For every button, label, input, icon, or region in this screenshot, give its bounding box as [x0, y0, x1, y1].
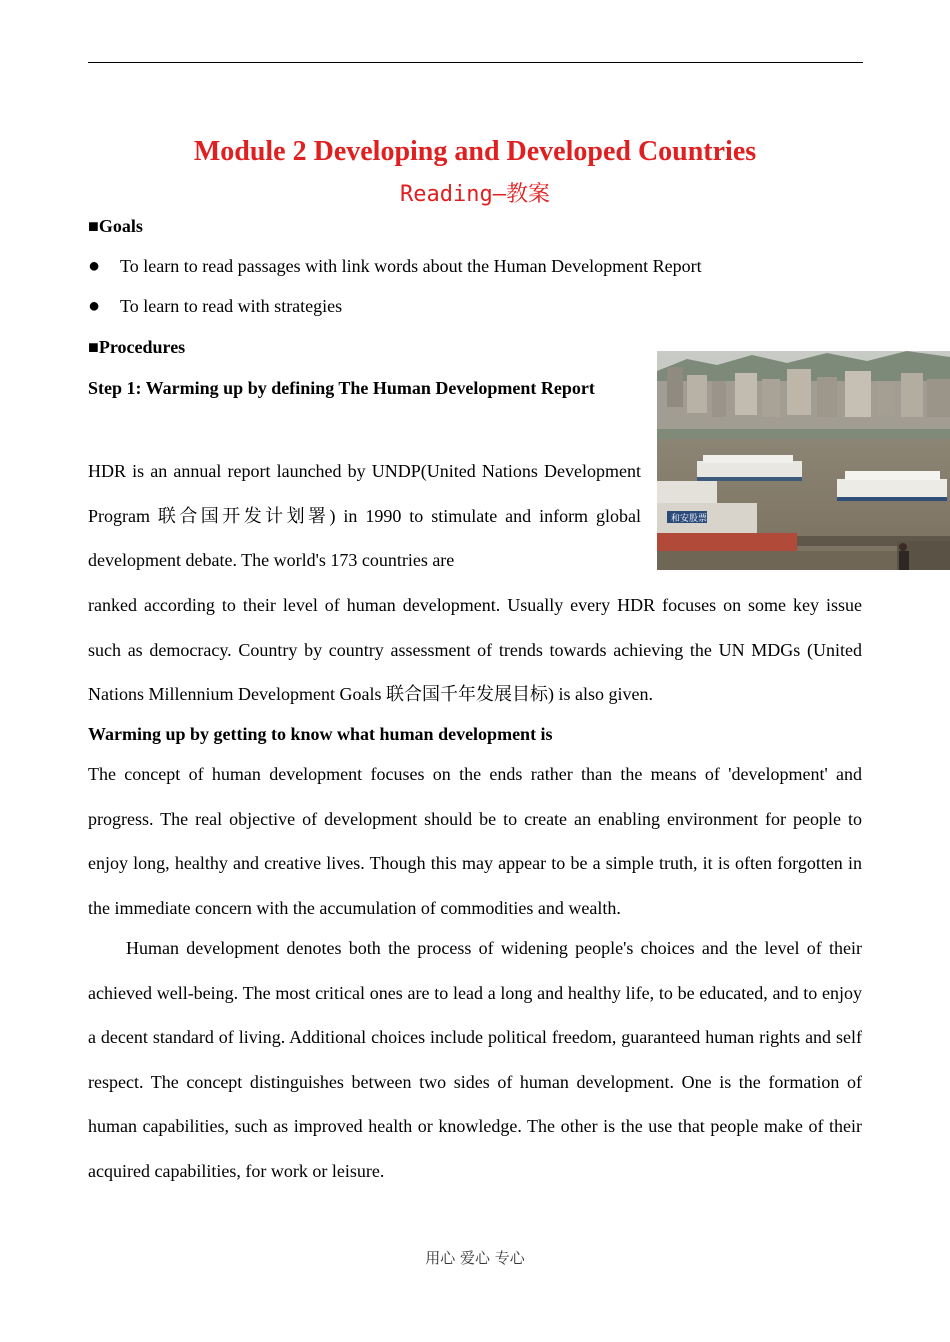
page-subtitle: Reading—教案	[400, 182, 550, 207]
step1-heading: Step 1: Warming up by defining The Human Development Report	[88, 378, 595, 398]
harbor-photo	[657, 351, 950, 570]
warming-up-heading: Warming up by getting to know what human development is	[88, 724, 553, 744]
step1-paragraph-wrapped: HDR is an annual report launched by UNDP(United Nations Development Program 联合国开发计划署) in 1990 to stimulate and inform global development debate. The world's 173 countries are	[88, 461, 641, 570]
goals-heading: ■Goals	[88, 216, 143, 236]
step1-paragraph-continued: ranked according to their level of human development. Usually every HDR focuses on some key issue such as democracy. Country by country assessment of trends towards achieving the UN MDGs (United Nations Millennium Development Goals 联合国千年发展目标) is also given.	[88, 595, 862, 704]
page-title: Module 2 Developing and Developed Countries	[193, 136, 757, 167]
human-development-paragraph: Human development denotes both the process of widening people's choices and the level of their achieved well-being. The most critical ones are to lead a long and healthy life, to be educated, and to enjoy a decent standard of living. Additional choices include political freedom, guaranteed human rights and self respect. The concept distinguishes between two sides of human development. One is the formation of human capabilities, such as improved health or knowledge. The other is the use that people make of their acquired capabilities, for work or leisure.	[88, 938, 862, 1181]
bullet-dot-icon: ●	[88, 255, 101, 277]
concept-paragraph: The concept of human development focuses on the ends rather than the means of 'development' and progress. The real objective of development should be to create an enabling environment for people to enjoy long, healthy and creative lives. Though this may appear to be a simple truth, it is often forgotten in the immediate concern with the accumulation of commodities and wealth.	[88, 764, 862, 918]
page-footer: 用心 爱心 专心	[425, 1249, 525, 1267]
goal-item: ● To learn to read passages with link words about the Human Development Report	[88, 255, 702, 277]
header-rule	[88, 62, 863, 63]
goal-item: ● To learn to read with strategies	[88, 295, 343, 317]
procedures-heading: ■Procedures	[88, 337, 186, 357]
bullet-dot-icon: ●	[88, 295, 101, 317]
svg-text:和安股票: 和安股票	[671, 514, 708, 524]
